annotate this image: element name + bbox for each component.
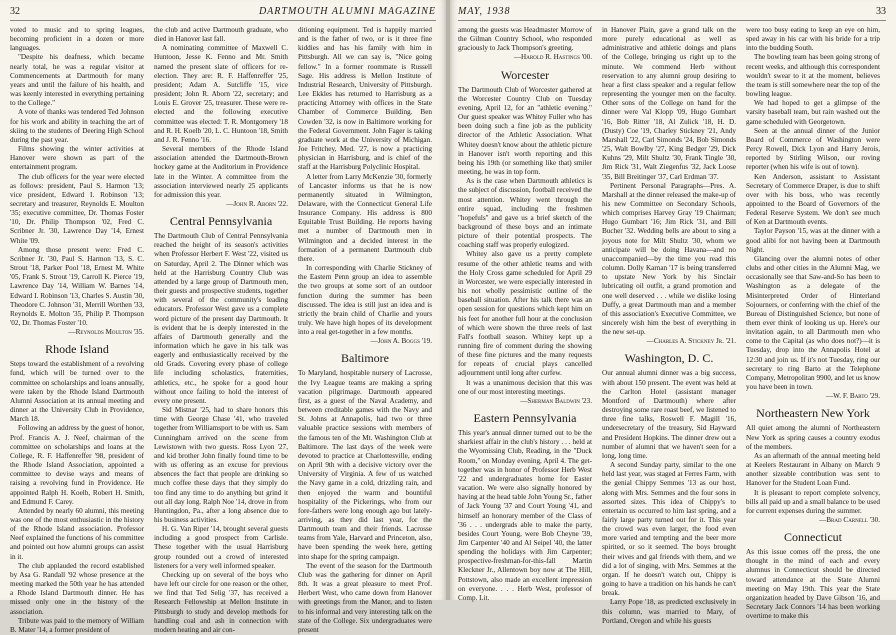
signature: —Harold R. Hastings '00.: [513, 53, 592, 62]
paragraph: Among those present were: Fred C. Scribner Jr. '30, Paul S. Harmon '13, S. C. Strout '18, Parker Pool '18, Ernest M. White '05, Frank S. Strout '19, Carroll K. Pierce '19, Lawrence Day '14, William W. Barnes '14, Edward I. Robinson '13, Charles S. Austin '30, Theodore C. Johnson '31, Merrill Worthen '33, Reynolds E. Molton '35, Philip P. Thompson '02, Dr. Thomas Foster '10.: [10, 245, 144, 327]
signature: —Brad Carnell '30.: [819, 515, 880, 524]
paragraph: A vote of thanks was tendered Ted Johnson for his work and ability in teaching the art of skiing to the students of Deering High School during the past year.: [10, 108, 144, 144]
paragraph: We had hoped to get a glimpse of the varsity baseball team, but rain washed out the game scheduled with Georgetown.: [746, 99, 880, 126]
paragraph: In corresponding with Charlie Stickney of the Eastern Penn group an idea to assemble the two groups at some sort of an outdoor function during the summer has been discussed. The idea is still just an idea and is strictly the brain child of Charlie and yours truly. We have high hopes of its development into a real get-together in a few months.: [298, 264, 432, 337]
running-head-date: MAY, 1938: [458, 6, 511, 17]
right-column-2: [602, 26, 736, 625]
section-heading-baltimore: Baltimore: [341, 351, 389, 366]
signature: —Reynolds Moulton '35.: [68, 328, 144, 337]
right-column-3: [746, 26, 880, 621]
paragraph: Seen at the annual dinner of the Junior Board of Commerce of Washington were Percy Rowell, Dick Lyon and Harry Jerois, reported by Stirling Wilson, our roving reporter (when his wife is out of town).: [746, 126, 880, 172]
signature: —Sherman Baldwin '23.: [520, 396, 592, 405]
paragraph: Attended by nearly 60 alumni, this meeting was one of the most enthusiastic in the history of the Rhode Island association. Professor Neef explained the functions of his committee and pointed out how alumni groups can assist in it.: [10, 506, 144, 561]
section-heading-washington-dc: Washington, D. C.: [624, 351, 714, 366]
paragraph: Several members of the Rhode Island association attended the Dartmouth-Brown hockey game at the Auditorium in Providence late in the Winter. A committee from the association interviewed nearly 25 applicants for admission this year.: [154, 145, 288, 199]
paragraph: To Maryland, hospitable nursery of Lacrosse, the Ivy League teams are making a spring vacation pilgrimage. Dartmouth appeared first, as a guest of the Naval Academy, and between creditable games with the Navy and St. Johns at Annapolis, had two or three valuable practice sessions with members of the famous ten of the Mt. Washington Club at Baltimore. The last days of the week were devoted to practice at Charlottesville, ending on April 9th with a decisive victory over the University of Virginia. A few of us watched the Navy game in a cold, drizzling rain, and then enjoyed the warm and bountiful hospitality of the Pickerings, who from our fore-fathers were long enough ago but lately-arriving, as they did last year, for the Dartmouth team and their friends. Lacrosse teams from Yale, Harvard and Princeton, also, have been spending the week here, getting into shape for the spring campaign.: [298, 369, 432, 561]
paragraph: Films showing the winter activities at Hanover were shown as part of the entertainment program.: [10, 145, 144, 172]
paragraph: The club applauded the record established by Asa G. Randall '92 whose presence at the meeting marked the 50th year he has attended a Rhode Island Dartmouth dinner. He has missed only one in the history of the association.: [10, 561, 144, 616]
paragraph: Sid Mistnar '25, had to share honors this time with George Chase '41, who traveled together from Williamsport to be with us. Sam Cunningham arrived on the scene from Lewistown with two guests. Ross Lyon '27, and kid brother John finally found time to be with us offering as an excuse for previous absences the fact that people are drinking so much coffee these days that they simply do too find any time to do anything but grind it out all day long. Ralph Noe '14, drove in from Huntingdon, Pa., after a long absence due to his business activities.: [154, 406, 288, 524]
paragraph: The club officers for the year were elected as follows: president, Paul S. Harmon '13; vice president, Edward I. Robinson '13; secretary and treasurer, Reynolds E. Moulton '35; executive committee, Dr. Thomas Foster '10, Dr. Philip Thompson '02, Fred C. Scribner Jr. '30, Lawrence Day '14, Ernest White '09.: [10, 172, 144, 245]
section-heading-worcester: Worcester: [500, 67, 550, 82]
left-header: [10, 6, 436, 21]
paragraph: Tribute was paid to the memory of William B. Mater '14, a former president of: [10, 616, 144, 634]
left-column-3: [298, 26, 432, 634]
paragraph: This year's annual dinner turned out to be the sharkiest affair in the club's history . . . held at the Wyomissing Club, Reading, in the "Duck Room," on Monday evening, April 4. The get-together was in honor of Professor Herb West '22 and undergraduates home for Easter vacation. We were also signally honored by having at the head table John Young Sr., father of Jack Young '37 and Court Young '41, and himself an honorary member of the Class of '36 . . . undergrads able to make the party, besides Court Young, were Bob Cheyne '39, Jim Carpenter '40 and Al Seipel '40, the latter spending the holidays with Jim Carpenter; prospective-freshman-for-this-fall Martin Kleckner Jr., Allentown boy now at The Hill, Pottstown, also made an excellent impression on everyone. . . . Herb West, professor of Comp. Lit.: [458, 429, 592, 602]
paragraph: voted to music and to spring leagues, becoming proficient in a dozen or more languages.: [10, 26, 144, 53]
paragraph: As an aftermath of the annual meeting held at Keelers Restaurant in Albany on March 9 another sizeable contribution was sent to Hanover for the Student Loan Fund.: [746, 451, 880, 488]
paragraph: The Dartmouth Club of Worcester gathered at the Worcester Country Club on Tuesday evening, April 12, for an "athletic evening." Our guest speaker was Whitey Fuller who has been doing such a fine job as the publicity director of the Athletic Association. What Whitey doesn't know about the athletic picture in Hanover isn't worth reporting and this being his 19th (or something like that) smiler meeting, he was in top form.: [458, 85, 592, 177]
section-heading-eastern-pennsylvania: Eastern Pennsylvania: [473, 411, 577, 426]
paragraph: A second Sunday party, similar to the one held last year, was staged at Ferres Farm, with the genial Chippy Semmes '13 as our host, along with Mrs. Semmes and the four sons in assorted sizes. This idea of Chippy's to entertain us occurred to him last spring, and a fairly large party turned out for it. This year the crowd was even larger, the food even more varied and tempting and the beer more spirited, or so it seemed. The boys brought their wives and gal friends with them, and we did a lot of singing, with Mrs. Semmes at the organ. If he doesn't watch out, Chippy is going to have a tradition on his hands he can't break.: [602, 461, 736, 598]
paragraph: Whitey also gave us a pretty complete resume of the other athletic teams and with the Holy Cross game scheduled for April 29 in Worcester, we were especially interested in his not wholly pessimistic outline of the baseball situation. After his talk there was an open session for questions which kept him on his feet for another full hour at the conclusion of which were shown the three reels of last Fall's football season. Whitey kept up a running fire of comment during the showing of these fine pictures and the many requests for repeats of crucial plays cancelled adjournment until long after curfew.: [458, 250, 592, 378]
left-column-2: [154, 26, 288, 634]
paragraph: in Hanover Plain, gave a grand talk on the more purely educational as well as administrative and athletic doings and plans of the College, bringing us right up to the minute. We commend Herb without reservation to any alumni group desiring to hear a first class speaker and a regular fellow representing the younger men on the faculty. Other sons of the College on hand for the dinner were Val Klopp '09, Hugo Gumbart '16, Bob Ritter '18, Al Zulick '18, H. D. (Dusty) Coe '19, Charley Stickney '21, Andy Marshall '22, Carl Simonds '24, Bob Simonds '25, Walt Bowlby '27, King Bedger '29, Dick Kuhns '29, Milt Shultz '30, Frank Tingle '30, Jim Rick '31, Walt Ziegenfus '32, Jack Loose '35, Bill Breitinger '37, Carl Erdman '37.: [602, 26, 736, 181]
paragraph: Steps toward the establishment of a revolving fund, which will be turned over to the committee on scholarships and loans annually, were taken by the Rhode Island Dartmouth Alumni Association at its annual meeting and dinner at the University Club in Providence, March 18.: [10, 360, 144, 424]
paragraph: Pertinent Personal Paragraphs—Pres. A. Marshall at the dinner released the make-up of his new Committee on Secondary Schools, which comprises Harvey Gray '19 Chairman; Hugo Gumbart '16; Jim Rick '31, and Bill Bucher '32. Wedding bells are about to sing a joyous note for Milt Shultz '30, whom we anticipate will be doing Havana—and no unaccompanied—by the time you read this column. Dolly Karnan '17 is being transferred to upstate New York by his Sinclair lubricating oil outfit, a grand promotion and one well deserved . . . while we dislike losing Duffy, a great Dartmouth man and a member of this association's Executive Committee, we sincerely wish him the best of everything in the new set-up.: [602, 181, 736, 337]
right-page: [450, 0, 896, 625]
paragraph: Ken Anderson, assistant to Assistant Secretary of Commerce Draper, is due to shift over with his boss, who was recently appointed to the Board of Governors of the Federal Reserve System. We don't see much of Ken at Dartmouth events.: [746, 172, 880, 227]
paragraph: It was a unanimous decision that this was one of our most interesting meetings.: [458, 378, 592, 396]
running-head: DARTMOUTH ALUMNI MAGAZINE: [258, 6, 436, 17]
section-heading-connecticut: Connecticut: [784, 530, 842, 545]
paragraph: H. G. Van Riper '14, brought several guests including a good prospect from Carlisle. These together with the usual Harrisburg group rounded out a crowd of interested listeners for a very well informed speaker.: [154, 525, 288, 570]
page-number: 32: [10, 6, 20, 17]
paragraph: The bowling team has been going strong of recent weeks, and although this correspondent wouldn't swear to it at the moment, believes the team is still somewhere near the top of the bowling league.: [746, 53, 880, 99]
paragraph: Taylor Payson '15, was at the dinner with a good alibi for not having been at Dartmouth Night.: [746, 227, 880, 254]
signature: —John A. Boggs '19.: [370, 337, 432, 346]
paragraph: The event of the season for the Dartmouth Club was the gathering for dinner on April 8th. It was a great pleasure to meet Prof. Herbert West, who came down from Hanover with greetings from the Manor, and to listen to his informal and very interesting talk on the state of the College. Six undergraduates were present: [298, 561, 432, 634]
paragraph: Our annual alumni dinner was a big success, with about 150 present. The event was held at the Carlton Hotel (assistant manager Montford of Dartmouth) where after destroying some rare roast beef, we listened to three fine talks, Roswell F. Magill '16, undersecretary of the treasury, Sid Hayward and President Hopkins. The dinner drew out a number of alumni that we haven't seen for a long, long time.: [602, 369, 736, 460]
signature: —John R. Aborn '22.: [226, 199, 288, 208]
signature: —Charles A. Stickney Jr. '21.: [646, 337, 736, 346]
paragraph: "Despite his deafness, which became nearly total, he was a regular visitor at Commencements at Dartmouth for many years and until the failure of his health, and was keenly interested in everything pertaining to the College.": [10, 53, 144, 108]
paragraph: Checking up on several of the boys who have left our circle for one reason or the other, we find that Ted Selig '37, has received a Research Fellowship at Mellon Institute in Pittsburgh to study and develop methods for handling coal and ash in connection with modern heating and air con-: [154, 570, 288, 634]
paragraph: Larry Pope '18, as predicted exclusively in this column, was married to Mary, of Portland, Oregon and while his guests: [602, 598, 736, 625]
paragraph: A nominating committee of Maxwell C. Huntoon, Jesse K. Fenno and Mr. Smith named the present slate of officers for re-election. They are: R. F. Haffenreffer '25, president; Adam A. Sutcliffe '15, vice president; John R. Aborn '22, secretary; and Louis E. Grover '25, treasurer. These were re-elected and the following executive committee was elected: T. R. Montgomery '18 and R. H. Koelb '20, L. C. Huntoon '18, Smith and J. R. Fenno '16.: [154, 44, 288, 144]
paragraph: It is pleasant to report complete solvency, bills all paid up and a small balance to be used for current expenses during the summer.: [746, 488, 880, 515]
section-heading-central-pennsylvania: Central Pennsylvania: [169, 214, 273, 229]
paragraph: The Dartmouth Club of Central Pennsylvania reached the height of its season's activities when Professor Herbert F. West '22, visited us on Saturday, April 2. The Dinner which was held at the Harrisburg Country Club was attended by a large group of Dartmouth men, their guests and prospective students, together with several of the community's leading educators. Professor West gave us a complete word picture of the present day Dartmouth. It is evident that he is deeply interested in the affairs of Dartmouth generally and the information which he gave in his talk was eagerly and enthusiastically received by the old Grads. Covering every phase of college life including scholastics, fraternities, athletics, etc., he spoke for a good hour without once failing to hold the interest of every one present.: [154, 232, 288, 405]
paragraph: A letter from Larry McKenzie '30, formerly of Lancaster informs us that he is now permanently situated in Wilmington, Delaware, with the Connecticut General Life Insurance Company. His address is 800 Equitable Trust Building. He reports having met a number of Dartmouth men in Wilmington and a decided interest in the formation of a permanent Dartmouth club there.: [298, 172, 432, 263]
paragraph: Glancing over the alumni notes of other clubs and other cities in the Alumni Mag, we occasionally see that Saw-and-So has been to Washington as a delegate of the Misinterpreted Order of Hinterland Sojourners, or conferring with the chief of the Bureau of Distinguished Science, but none of them ever think of looking us up. Here's our invitation again, to all Dartmouth men who come to the Capital (as who does not?)—it is Tuesday, drop into the Annapolis Hotel at 12:30 and join us. If it's not Tuesday, ring our secretary to ring Barto at the Telephone Company, Metropolitan 9900, and let us know you have been in town.: [746, 254, 880, 392]
section-heading-northeastern-new-york: Northeastern New York: [756, 406, 870, 421]
paragraph: As this issue comes off the press, the one thought in the mind of each and every alumnus in Connecticut should be directed toward attendance at the State Alumni meeting on May 19th. This year the State organization headed by Dave Gibson '16, and Secretary Jack Connors '14 has been working overtime to make this: [746, 548, 880, 621]
paragraph: were too busy eating to keep an eye on him, sped away in his car with his bride for a trip into the budding South.: [746, 26, 880, 53]
paragraph: Following an address by the guest of honor, Prof. Francis A. J. Neef, chairman of the committee on scholarships and loans at the College, R. F. Haffenreffer '98, president of the Rhode Island Association, appointed a committee to devise ways and means of raising a revolving fund in Providence. He appointed Ralph H. Koelb, Robert H. Smith, and Edmund F. Carey.: [10, 424, 144, 506]
paragraph: All quiet among the alumni of Northeastern New York as spring causes a country exodus of the members.: [746, 424, 880, 451]
paragraph: ditioning equipment. Ted is happily married and is the father of two, or is it three fine kiddies and has his family with him in Pittsburgh. All we can say is, "Nice going fellow." In a former roommate is Russell Sage. His address is Mellon Institute of Industrial Research, University of Pittsburgh. Lee Ekkles has returned to Harrisburg as a practicing Attorney with offices in the State Chamber of Commerce Building. Ben Cowden '32, is now in Baltimore working for the Federal Government. John Fager is taking graduate work at the University of Michigan. Joe Fritchey, Med. '27, is now a practicing physician in Harrisburg, and is chief of the staff at the Harrisburg Polyclinic Hospital.: [298, 26, 432, 172]
paragraph: among the guests was Headmaster Morrow of the Gilman Country School, who responded graciously to Jack Thompson's greeting.: [458, 26, 592, 53]
section-heading-rhode-island: Rhode Island: [45, 342, 109, 357]
left-page: [0, 0, 446, 634]
left-column-1: [10, 26, 144, 634]
right-header: [458, 6, 886, 21]
signature: —W. F. Barto '29.: [825, 392, 880, 401]
paragraph: As is the case when Dartmouth athletics is the subject of discussion, football received the most attention. Whitey went through the entire squad, including the freshmen "hopefuls" and gave us a brief sketch of the background of these boys and an intimate picture of their potential prospects. The coaching staff was properly eulogized.: [458, 177, 592, 250]
page-number: 33: [876, 6, 886, 17]
right-column-1: [458, 26, 592, 602]
paragraph: the club and active Dartmouth graduate, who died in Hanover last fall.: [154, 26, 288, 44]
